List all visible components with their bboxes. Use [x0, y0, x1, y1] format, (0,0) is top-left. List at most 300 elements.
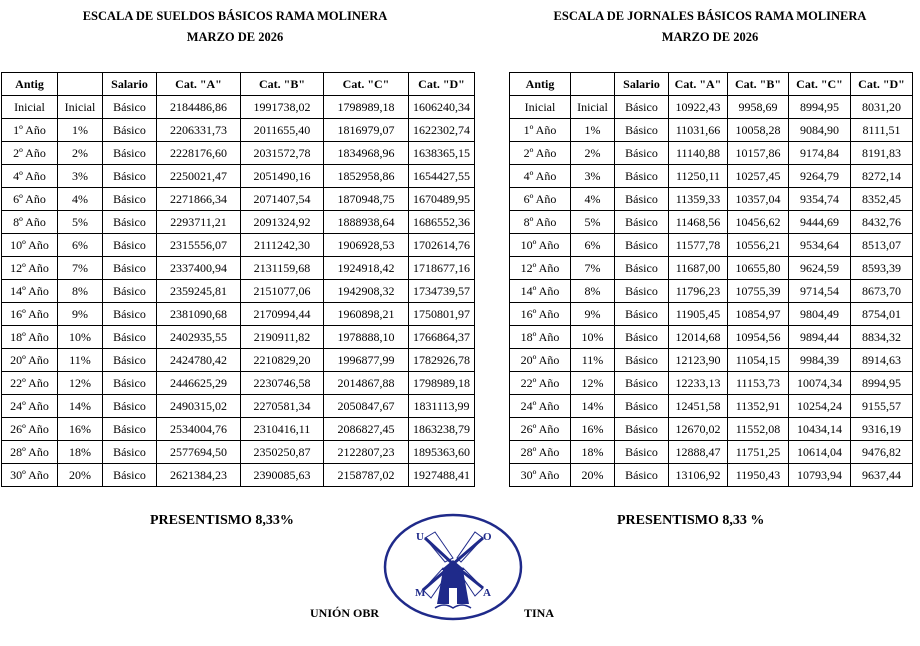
- table-row: [2, 257, 475, 280]
- table-cell: 2310416,11: [241, 418, 324, 441]
- table-cell: 16º Año: [510, 303, 571, 326]
- table-cell: Básico: [615, 395, 669, 418]
- column-header: Antig: [2, 73, 58, 96]
- table-cell: 8994,95: [789, 96, 851, 119]
- table-row: [2, 188, 475, 211]
- table-cell: 1924918,42: [324, 257, 409, 280]
- table-cell: Básico: [103, 464, 157, 487]
- table-cell: 11552,08: [728, 418, 789, 441]
- table-header-row: [510, 73, 913, 96]
- union-name-right: TINA: [524, 606, 555, 620]
- table-cell: 2%: [571, 142, 615, 165]
- table-cell: 11031,66: [669, 119, 728, 142]
- table-cell: 13106,92: [669, 464, 728, 487]
- table-cell: 1606240,34: [409, 96, 475, 119]
- table-row: [2, 441, 475, 464]
- table-cell: 11352,91: [728, 395, 789, 418]
- table-row: [510, 326, 913, 349]
- table-cell: 1863238,79: [409, 418, 475, 441]
- table-cell: 12014,68: [669, 326, 728, 349]
- table-cell: 10556,21: [728, 234, 789, 257]
- table-cell: 2230746,58: [241, 372, 324, 395]
- table-cell: 8914,63: [851, 349, 913, 372]
- table-row: [2, 234, 475, 257]
- table-cell: 8272,14: [851, 165, 913, 188]
- column-header: Antig: [510, 73, 571, 96]
- table-cell: 6%: [58, 234, 103, 257]
- table-cell: 10º Año: [510, 234, 571, 257]
- table-cell: 11359,33: [669, 188, 728, 211]
- table-cell: 2490315,02: [157, 395, 241, 418]
- table-cell: 6%: [571, 234, 615, 257]
- table-cell: Básico: [103, 119, 157, 142]
- union-name-left: UNIÓN OBR: [310, 606, 380, 620]
- table-cell: 30º Año: [510, 464, 571, 487]
- table-cell: 2534004,76: [157, 418, 241, 441]
- table-cell: 2402935,55: [157, 326, 241, 349]
- table-row: [2, 96, 475, 119]
- table-row: [510, 234, 913, 257]
- table-cell: Básico: [103, 165, 157, 188]
- table-cell: Básico: [615, 165, 669, 188]
- table-cell: 8111,51: [851, 119, 913, 142]
- table-cell: 11468,56: [669, 211, 728, 234]
- table-cell: Básico: [615, 418, 669, 441]
- table-cell: 10357,04: [728, 188, 789, 211]
- table-cell: 1834968,96: [324, 142, 409, 165]
- table-cell: Básico: [103, 441, 157, 464]
- table-cell: Básico: [615, 96, 669, 119]
- table-cell: 10434,14: [789, 418, 851, 441]
- table-cell: 1670489,95: [409, 188, 475, 211]
- table-cell: Básico: [615, 349, 669, 372]
- table-cell: 2071407,54: [241, 188, 324, 211]
- table-row: [2, 395, 475, 418]
- table-cell: 1978888,10: [324, 326, 409, 349]
- table-cell: 12º Año: [510, 257, 571, 280]
- table-row: [510, 142, 913, 165]
- table-cell: 9174,84: [789, 142, 851, 165]
- table-cell: 28º Año: [2, 441, 58, 464]
- table-cell: Básico: [103, 303, 157, 326]
- table-cell: 2011655,40: [241, 119, 324, 142]
- column-header: Salario: [615, 73, 669, 96]
- table-cell: 2131159,68: [241, 257, 324, 280]
- table-cell: 10614,04: [789, 441, 851, 464]
- table-cell: Básico: [103, 280, 157, 303]
- table-cell: 1996877,99: [324, 349, 409, 372]
- column-header: Cat. "C": [324, 73, 409, 96]
- table-cell: 28º Año: [510, 441, 571, 464]
- table-cell: 12451,58: [669, 395, 728, 418]
- table-cell: 14º Año: [510, 280, 571, 303]
- right-presentismo: PRESENTISMO 8,33 %: [617, 513, 765, 528]
- table-cell: 10922,43: [669, 96, 728, 119]
- table-cell: 16%: [571, 418, 615, 441]
- table-cell: Básico: [103, 142, 157, 165]
- table-cell: 8994,95: [851, 372, 913, 395]
- table-cell: Inicial: [58, 96, 103, 119]
- table-cell: Básico: [103, 257, 157, 280]
- table-row: [510, 395, 913, 418]
- table-cell: Inicial: [2, 96, 58, 119]
- table-cell: 3%: [571, 165, 615, 188]
- table-cell: 2424780,42: [157, 349, 241, 372]
- table-cell: 1960898,21: [324, 303, 409, 326]
- column-header: Cat. "A": [157, 73, 241, 96]
- table-cell: 2111242,30: [241, 234, 324, 257]
- table-cell: 1686552,36: [409, 211, 475, 234]
- table-cell: Básico: [103, 395, 157, 418]
- table-cell: 2446625,29: [157, 372, 241, 395]
- table-cell: 14º Año: [2, 280, 58, 303]
- table-cell: 1831113,99: [409, 395, 475, 418]
- table-cell: 1991738,02: [241, 96, 324, 119]
- table-cell: 8834,32: [851, 326, 913, 349]
- table-cell: 6º Año: [510, 188, 571, 211]
- table-cell: 8673,70: [851, 280, 913, 303]
- table-cell: 8º Año: [2, 211, 58, 234]
- table-cell: 10456,62: [728, 211, 789, 234]
- table-row: [2, 280, 475, 303]
- table-cell: 12670,02: [669, 418, 728, 441]
- table-cell: 2337400,94: [157, 257, 241, 280]
- table-cell: 2151077,06: [241, 280, 324, 303]
- table-row: [2, 165, 475, 188]
- table-cell: 1%: [571, 119, 615, 142]
- table-cell: 10%: [571, 326, 615, 349]
- table-cell: 2206331,73: [157, 119, 241, 142]
- table-row: [510, 372, 913, 395]
- table-cell: 8031,20: [851, 96, 913, 119]
- table-cell: 2050847,67: [324, 395, 409, 418]
- table-cell: 1870948,75: [324, 188, 409, 211]
- right-date: MARZO DE 2026: [661, 30, 759, 44]
- table-cell: Básico: [615, 372, 669, 395]
- right-title: ESCALA DE JORNALES BÁSICOS RAMA MOLINERA: [553, 9, 867, 23]
- table-cell: 9534,64: [789, 234, 851, 257]
- table-cell: 9316,19: [851, 418, 913, 441]
- table-cell: 10854,97: [728, 303, 789, 326]
- table-cell: 11054,15: [728, 349, 789, 372]
- table-cell: 11140,88: [669, 142, 728, 165]
- table-cell: 18%: [58, 441, 103, 464]
- table-cell: 2031572,78: [241, 142, 324, 165]
- table-cell: 1766864,37: [409, 326, 475, 349]
- column-header: Cat. "D": [409, 73, 475, 96]
- table-cell: 11687,00: [669, 257, 728, 280]
- table-cell: Básico: [615, 280, 669, 303]
- table-cell: 22º Año: [2, 372, 58, 395]
- table-cell: 1906928,53: [324, 234, 409, 257]
- table-row: [510, 441, 913, 464]
- table-cell: 8754,01: [851, 303, 913, 326]
- table-cell: 10157,86: [728, 142, 789, 165]
- table-cell: Básico: [615, 326, 669, 349]
- table-row: [510, 211, 913, 234]
- table-cell: 5%: [571, 211, 615, 234]
- table-row: [510, 464, 913, 487]
- table-cell: 2086827,45: [324, 418, 409, 441]
- logo-letter-o: O: [483, 531, 492, 543]
- table-cell: 18%: [571, 441, 615, 464]
- table-row: [510, 280, 913, 303]
- table-row: [510, 119, 913, 142]
- table-cell: 1816979,07: [324, 119, 409, 142]
- table-cell: 2381090,68: [157, 303, 241, 326]
- table-cell: Básico: [103, 326, 157, 349]
- table-cell: 10954,56: [728, 326, 789, 349]
- table-cell: Básico: [103, 211, 157, 234]
- table-cell: 8º Año: [510, 211, 571, 234]
- column-header: Cat. "B": [728, 73, 789, 96]
- table-cell: 2350250,87: [241, 441, 324, 464]
- table-cell: 12º Año: [2, 257, 58, 280]
- table-cell: Básico: [103, 418, 157, 441]
- table-cell: 11905,45: [669, 303, 728, 326]
- table-cell: Básico: [615, 303, 669, 326]
- logo-letter-u: U: [416, 531, 424, 543]
- table-cell: 2270581,34: [241, 395, 324, 418]
- table-cell: 2091324,92: [241, 211, 324, 234]
- table-cell: 2577694,50: [157, 441, 241, 464]
- table-cell: 9264,79: [789, 165, 851, 188]
- table-cell: 1852958,86: [324, 165, 409, 188]
- table-cell: 2250021,47: [157, 165, 241, 188]
- table-cell: 11%: [58, 349, 103, 372]
- table-row: [2, 211, 475, 234]
- table-row: [2, 349, 475, 372]
- table-cell: 1718677,16: [409, 257, 475, 280]
- table-cell: 9637,44: [851, 464, 913, 487]
- table-cell: 2228176,60: [157, 142, 241, 165]
- table-cell: 14%: [58, 395, 103, 418]
- table-cell: 1798989,18: [409, 372, 475, 395]
- table-cell: 1782926,78: [409, 349, 475, 372]
- table-cell: 1702614,76: [409, 234, 475, 257]
- table-cell: 30º Año: [2, 464, 58, 487]
- table-cell: 1942908,32: [324, 280, 409, 303]
- table-cell: 8593,39: [851, 257, 913, 280]
- table-cell: 10793,94: [789, 464, 851, 487]
- table-cell: 10655,80: [728, 257, 789, 280]
- table-cell: 7%: [571, 257, 615, 280]
- table-cell: 9624,59: [789, 257, 851, 280]
- left-title: ESCALA DE SUELDOS BÁSICOS RAMA MOLINERA: [82, 9, 388, 23]
- table-row: [2, 303, 475, 326]
- table-row: [510, 96, 913, 119]
- table-cell: 9714,54: [789, 280, 851, 303]
- table-cell: 12%: [58, 372, 103, 395]
- table-cell: 12123,90: [669, 349, 728, 372]
- table-cell: Básico: [615, 441, 669, 464]
- table-cell: 8%: [571, 280, 615, 303]
- table-cell: Básico: [103, 234, 157, 257]
- table-cell: 11%: [571, 349, 615, 372]
- table-cell: 24º Año: [510, 395, 571, 418]
- table-cell: 9155,57: [851, 395, 913, 418]
- table-cell: 1798989,18: [324, 96, 409, 119]
- table-cell: 2184486,86: [157, 96, 241, 119]
- table-cell: 1622302,74: [409, 119, 475, 142]
- right-header: [520, 9, 900, 45]
- jornales-table: [509, 72, 913, 487]
- table-cell: 10257,45: [728, 165, 789, 188]
- table-cell: 2%: [58, 142, 103, 165]
- table-row: [2, 464, 475, 487]
- table-cell: 9476,82: [851, 441, 913, 464]
- left-presentismo: PRESENTISMO 8,33%: [150, 513, 294, 528]
- table-cell: 16%: [58, 418, 103, 441]
- column-header: Salario: [103, 73, 157, 96]
- table-cell: 20º Año: [2, 349, 58, 372]
- table-cell: 7%: [58, 257, 103, 280]
- table-cell: 10058,28: [728, 119, 789, 142]
- table-cell: 26º Año: [2, 418, 58, 441]
- table-cell: 2170994,44: [241, 303, 324, 326]
- table-cell: 10254,24: [789, 395, 851, 418]
- table-cell: 4%: [58, 188, 103, 211]
- table-cell: Básico: [103, 372, 157, 395]
- table-cell: 1734739,57: [409, 280, 475, 303]
- table-cell: 12888,47: [669, 441, 728, 464]
- table-cell: 18º Año: [2, 326, 58, 349]
- table-cell: 20º Año: [510, 349, 571, 372]
- table-cell: 2293711,21: [157, 211, 241, 234]
- table-cell: 2158787,02: [324, 464, 409, 487]
- table-cell: Básico: [103, 349, 157, 372]
- table-cell: 2014867,88: [324, 372, 409, 395]
- table-row: [2, 418, 475, 441]
- table-cell: Básico: [103, 96, 157, 119]
- table-cell: Básico: [615, 211, 669, 234]
- table-cell: 2190911,82: [241, 326, 324, 349]
- table-cell: 9804,49: [789, 303, 851, 326]
- table-cell: Inicial: [571, 96, 615, 119]
- table-row: [510, 349, 913, 372]
- table-cell: 14%: [571, 395, 615, 418]
- column-header: Cat. "A": [669, 73, 728, 96]
- table-row: [2, 372, 475, 395]
- table-cell: 18º Año: [510, 326, 571, 349]
- table-cell: 9084,90: [789, 119, 851, 142]
- uoma-logo: [383, 512, 523, 622]
- table-cell: 1888938,64: [324, 211, 409, 234]
- table-cell: Básico: [615, 188, 669, 211]
- table-cell: 1638365,15: [409, 142, 475, 165]
- table-row: [510, 165, 913, 188]
- table-row: [510, 303, 913, 326]
- table-row: [510, 257, 913, 280]
- logo-letter-a: A: [483, 587, 491, 599]
- table-cell: 2621384,23: [157, 464, 241, 487]
- table-cell: 1654427,55: [409, 165, 475, 188]
- table-cell: 9444,69: [789, 211, 851, 234]
- table-header-row: [2, 73, 475, 96]
- table-cell: 2051490,16: [241, 165, 324, 188]
- table-cell: 9958,69: [728, 96, 789, 119]
- table-row: [2, 119, 475, 142]
- left-date: MARZO DE 2026: [186, 30, 284, 44]
- table-cell: 2122807,23: [324, 441, 409, 464]
- table-row: [510, 188, 913, 211]
- table-cell: 22º Año: [510, 372, 571, 395]
- table-cell: 9%: [571, 303, 615, 326]
- table-cell: 8432,76: [851, 211, 913, 234]
- table-cell: 2º Año: [2, 142, 58, 165]
- table-cell: 2315556,07: [157, 234, 241, 257]
- table-cell: 12%: [571, 372, 615, 395]
- table-cell: Básico: [615, 464, 669, 487]
- table-cell: 2210829,20: [241, 349, 324, 372]
- table-cell: 2390085,63: [241, 464, 324, 487]
- logo-letter-m: M: [415, 587, 426, 599]
- table-cell: Básico: [615, 234, 669, 257]
- table-cell: 9354,74: [789, 188, 851, 211]
- table-cell: 8191,83: [851, 142, 913, 165]
- table-row: [510, 418, 913, 441]
- column-header: Cat. "B": [241, 73, 324, 96]
- table-cell: Básico: [615, 142, 669, 165]
- table-cell: 11796,23: [669, 280, 728, 303]
- column-header: Cat. "D": [851, 73, 913, 96]
- table-cell: 1º Año: [510, 119, 571, 142]
- table-row: [2, 326, 475, 349]
- table-cell: 26º Año: [510, 418, 571, 441]
- table-cell: 6º Año: [2, 188, 58, 211]
- table-cell: 10074,34: [789, 372, 851, 395]
- table-cell: 9984,39: [789, 349, 851, 372]
- table-cell: 20%: [571, 464, 615, 487]
- table-cell: 10755,39: [728, 280, 789, 303]
- table-cell: 8352,45: [851, 188, 913, 211]
- table-cell: 11250,11: [669, 165, 728, 188]
- table-cell: 10º Año: [2, 234, 58, 257]
- table-cell: Básico: [103, 188, 157, 211]
- column-header: [571, 73, 615, 96]
- table-cell: 4%: [571, 188, 615, 211]
- left-header: [40, 9, 430, 45]
- table-cell: Inicial: [510, 96, 571, 119]
- table-cell: 2359245,81: [157, 280, 241, 303]
- table-cell: 3%: [58, 165, 103, 188]
- table-cell: 16º Año: [2, 303, 58, 326]
- sueldos-table: [1, 72, 475, 487]
- table-cell: 9894,44: [789, 326, 851, 349]
- table-cell: 10%: [58, 326, 103, 349]
- table-cell: 1750801,97: [409, 303, 475, 326]
- table-cell: 11577,78: [669, 234, 728, 257]
- column-header: [58, 73, 103, 96]
- table-cell: 1927488,41: [409, 464, 475, 487]
- table-cell: 11950,43: [728, 464, 789, 487]
- table-cell: 4º Año: [2, 165, 58, 188]
- table-cell: 8%: [58, 280, 103, 303]
- table-cell: Básico: [615, 257, 669, 280]
- table-cell: 24º Año: [2, 395, 58, 418]
- table-cell: 20%: [58, 464, 103, 487]
- table-cell: 1%: [58, 119, 103, 142]
- table-cell: 12233,13: [669, 372, 728, 395]
- table-cell: 1895363,60: [409, 441, 475, 464]
- table-cell: 5%: [58, 211, 103, 234]
- table-cell: 2º Año: [510, 142, 571, 165]
- table-cell: 4º Año: [510, 165, 571, 188]
- table-cell: Básico: [615, 119, 669, 142]
- table-cell: 9%: [58, 303, 103, 326]
- table-cell: 2271866,34: [157, 188, 241, 211]
- table-cell: 8513,07: [851, 234, 913, 257]
